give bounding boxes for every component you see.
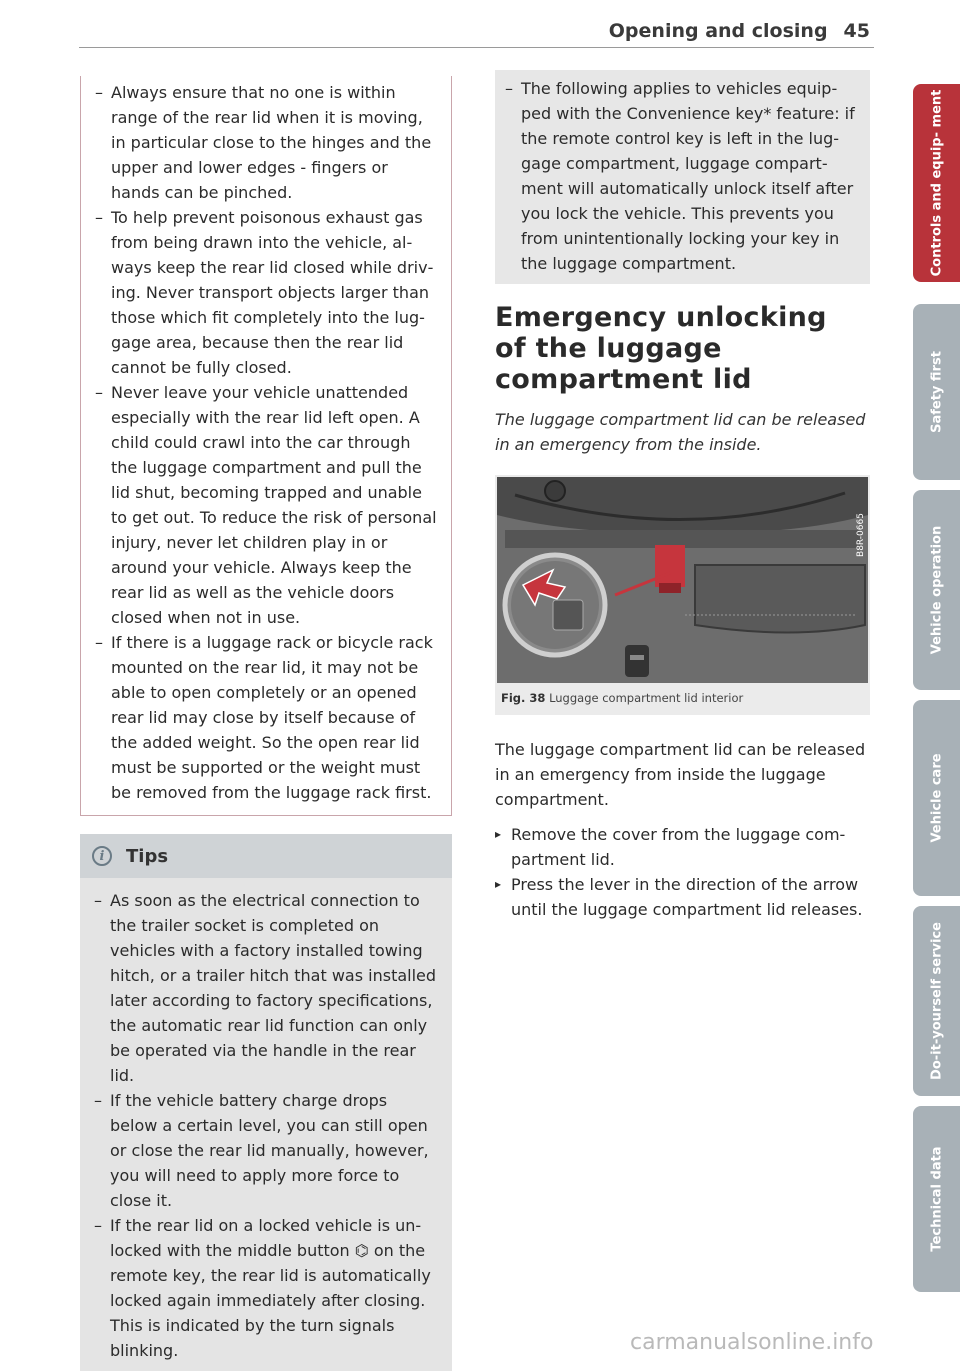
section-body: The luggage compartment lid can be released in an emergency from inside the luggage compartment. bbox=[495, 740, 866, 809]
running-header bbox=[560, 20, 870, 42]
figure-code: B8R-0665 bbox=[856, 513, 866, 557]
convenience-list bbox=[505, 76, 856, 276]
tips-item: – If the vehicle battery charge drops below a certain level, you can still open or close the rear lid manually, however, you will need to apply more force to close it. bbox=[94, 1088, 438, 1213]
warning-item: – Always ensure that no one is within range of the rear lid when it is moving, in particular close to the hinges and the upper and lower edges - fingers or hands can be pinched. bbox=[95, 80, 437, 205]
tips-item: – If the rear lid on a locked vehicle is unlocked with the middle button ⌬ on the remote key, the rear lid is automatically locked again immediately after closing. This is indicated by the turn signals blinking. bbox=[94, 1213, 438, 1363]
tab-vehicle-care[interactable] bbox=[913, 700, 960, 896]
tab-label: Vehicle operation bbox=[929, 525, 944, 655]
figure-38 bbox=[495, 475, 870, 715]
tab-label: Controls and equip- ment bbox=[929, 89, 944, 277]
warning-item: – Never leave your vehicle unattended especially with the rear lid left open. A child could crawl into the car through the luggage compartment and pull the lid shut, becoming trapped and unable to get out. To reduce the risk of personal injury, never let children play in or around your vehicle. Always keep the rear lid as well as the vehicle doors closed when not in use. bbox=[95, 380, 437, 630]
figure-caption bbox=[501, 691, 743, 705]
figure-label: Fig. 38 bbox=[501, 691, 546, 705]
warning-list bbox=[95, 80, 437, 805]
tips-body bbox=[80, 878, 452, 1371]
tab-safety-first[interactable] bbox=[913, 304, 960, 480]
warning-box bbox=[80, 76, 452, 816]
tab-do-it-yourself-service[interactable] bbox=[913, 906, 960, 1096]
section-heading: Emergency unlocking of the luggage compartment lid bbox=[495, 302, 827, 395]
tab-technical-data[interactable] bbox=[913, 1106, 960, 1292]
instruction-step: ▸ Remove the cover from the luggage compartment lid. bbox=[495, 822, 870, 872]
tab-vehicle-operation[interactable] bbox=[913, 490, 960, 690]
tips-box bbox=[80, 834, 452, 1371]
luggage-lid-illustration bbox=[495, 475, 870, 715]
left-column bbox=[80, 76, 452, 1371]
instruction-step: ▸ Press the lever in the direction of the arrow until the luggage compartment lid releases. bbox=[495, 872, 870, 922]
tips-item: – As soon as the electrical connection to the trailer socket is completed on vehicles with a factory installed towing hitch, or a trailer hitch that was installed later according to factory specifications, the automatic rear lid function can only be operated via the handle in the rear lid. bbox=[94, 888, 438, 1088]
section-intro: The luggage compartment lid can be released in an emergency from the inside. bbox=[495, 410, 866, 454]
section-title: Opening and closing bbox=[608, 20, 828, 42]
instruction-steps bbox=[495, 822, 870, 922]
right-column bbox=[495, 70, 870, 922]
header-rule bbox=[79, 47, 874, 48]
figure-caption-text: Luggage compartment lid interior bbox=[549, 691, 744, 705]
tab-label: Technical data bbox=[929, 1146, 944, 1252]
info-icon: i bbox=[92, 846, 112, 866]
tips-list bbox=[94, 888, 438, 1363]
tab-controls-and-equipment[interactable] bbox=[913, 84, 960, 282]
tab-label: Vehicle care bbox=[929, 753, 944, 843]
tab-label: Safety first bbox=[929, 351, 944, 433]
tips-header bbox=[80, 834, 452, 878]
watermark: carmanualsonline.info bbox=[630, 1330, 874, 1355]
tab-label: Do-it-yourself service bbox=[929, 922, 944, 1080]
warning-item: – To help prevent poisonous exhaust gas from being drawn into the vehicle, always keep the rear lid closed while driving. Never transport objects larger than those which fit completely into the luggage area, because then the rear lid cannot be fully closed. bbox=[95, 205, 437, 380]
warning-item: – If there is a luggage rack or bicycle rack mounted on the rear lid, it may not be able to open completely or an opened rear lid may close by itself because of the added weight. So the open rear lid must be supported or the weight must be removed from the luggage rack first. bbox=[95, 630, 437, 805]
page-number: 45 bbox=[843, 20, 870, 42]
tips-title: Tips bbox=[126, 845, 169, 867]
convenience-note: – The following applies to vehicles equipped with the Convenience key* feature: if the remote control key is left in the luggage compartment, luggage compartment will automatically unlock itself after you lock the vehicle. This prevents you from unintentionally locking your key in the luggage compartment. bbox=[505, 76, 856, 276]
convenience-note-box bbox=[495, 70, 870, 284]
